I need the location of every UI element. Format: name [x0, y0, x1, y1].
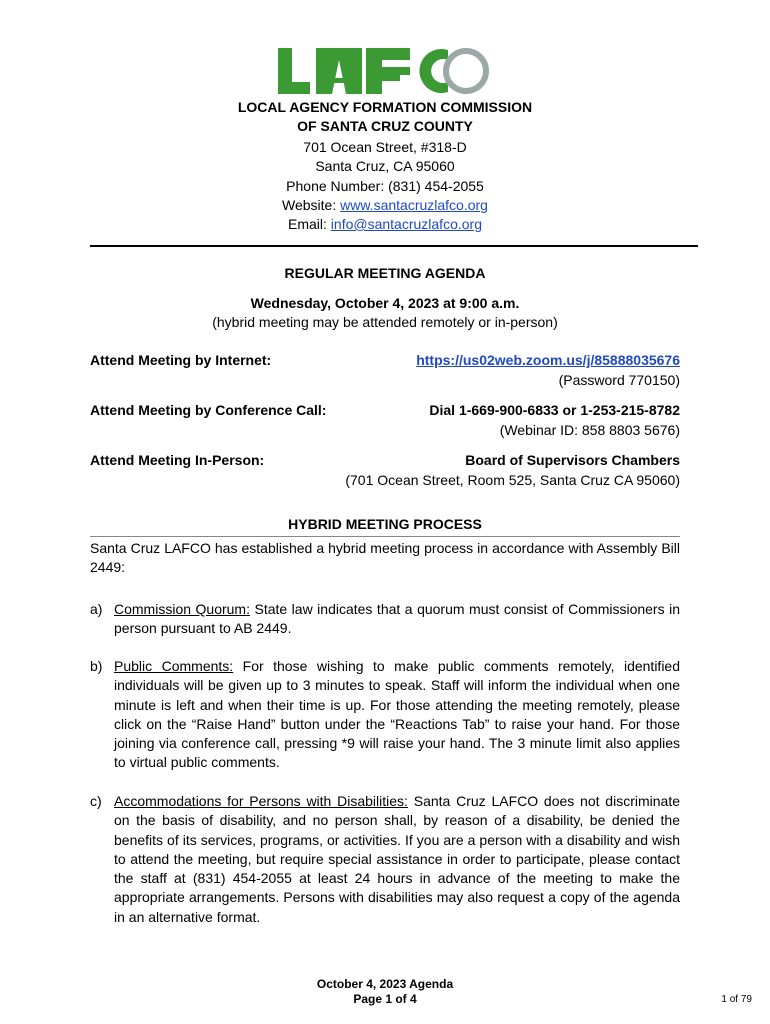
zoom-link[interactable]: https://us02web.zoom.us/j/85888035676 [416, 352, 680, 368]
process-title: HYBRID MEETING PROCESS [288, 516, 482, 532]
dial-numbers: Dial 1-669-900-6833 or 1-253-215-8782 [429, 402, 680, 418]
footer-page-number: Page 1 of 4 [353, 992, 417, 1006]
page-footer [0, 977, 770, 1007]
venue-address: (701 Ocean Street, Room 525, Santa Cruz CA 95060) [345, 472, 680, 488]
address-line2: Santa Cruz, CA 95060 [315, 158, 455, 174]
attend-call-label: Attend Meeting by Conference Call: [90, 402, 327, 418]
address-line1: 701 Ocean Street, #318-D [303, 139, 467, 155]
header-divider [90, 245, 698, 247]
process-intro: Santa Cruz LAFCO has established a hybrid meeting process in accordance with Assembly Bill 2449: [90, 540, 680, 576]
website-line [0, 196, 770, 215]
attend-internet-label: Attend Meeting by Internet: [90, 352, 272, 368]
website-label: Website: [282, 197, 341, 213]
item-heading: Commission Quorum: [114, 601, 250, 617]
process-item-public-comments [90, 657, 680, 773]
process-divider [90, 536, 680, 537]
agenda-title: REGULAR MEETING AGENDA [284, 265, 486, 281]
item-heading: Accommodations for Persons with Disabilities: [114, 793, 408, 809]
item-heading: Public Comments: [114, 658, 234, 674]
org-name-line1: LOCAL AGENCY FORMATION COMMISSION [237, 99, 533, 115]
process-item-accommodations [90, 792, 680, 927]
item-marker: b) [90, 658, 103, 674]
venue-name: Board of Supervisors Chambers [465, 452, 680, 468]
process-item-quorum [90, 600, 680, 639]
phone-number: Phone Number: (831) 454-2055 [286, 178, 484, 194]
org-name-line2: OF SANTA CRUZ COUNTY [297, 118, 473, 134]
website-link[interactable]: www.santacruzlafco.org [340, 197, 488, 213]
item-marker: a) [90, 601, 103, 617]
hybrid-note: (hybrid meeting may be attended remotely or in-person) [212, 314, 558, 330]
item-text: State law indicates that a quorum must consist of Commissioners in person pursuant to AB 2449. [114, 601, 680, 637]
email-label: Email: [288, 216, 331, 232]
pdf-page-indicator: 1 of 79 [721, 994, 752, 1005]
email-link[interactable]: info@santacruzlafco.org [330, 216, 482, 232]
email-line [0, 215, 770, 234]
item-text: Santa Cruz LAFCO does not discriminate on the basis of disability, and no person shall, by reason of a disability, be denied the benefits of its services, programs, or activities. If you are a person with a disability and wish to attend the meeting, but require special assistance in order to participate, please contact the staff at (831) 454-2055 at least 24 hours in advance of the meeting to make the appropriate arrangements. Persons with disabilities may also request a copy of the agenda in an alternative format. [114, 793, 680, 925]
footer-agenda-date: October 4, 2023 Agenda [316, 977, 454, 991]
meeting-date: Wednesday, October 4, 2023 at 9:00 a.m. [250, 295, 520, 311]
lafco-logo [276, 42, 492, 98]
item-marker: c) [90, 793, 102, 809]
item-text: For those wishing to make public comments remotely, identified individuals will be given up to 3 minutes to speak. Staff will inform the individual when one minute is left and when their time is up. For those attending the meeting remotely, please click on the “Raise Hand” button under the “Reactions Tab” to raise your hand. For those joining via conference call, pressing *9 will raise your hand. The 3 minute limit also applies to virtual public comments. [114, 658, 680, 771]
zoom-password: (Password 770150) [558, 372, 680, 388]
attend-in-person-label: Attend Meeting In-Person: [90, 452, 265, 468]
webinar-id: (Webinar ID: 858 8803 5676) [499, 422, 680, 438]
